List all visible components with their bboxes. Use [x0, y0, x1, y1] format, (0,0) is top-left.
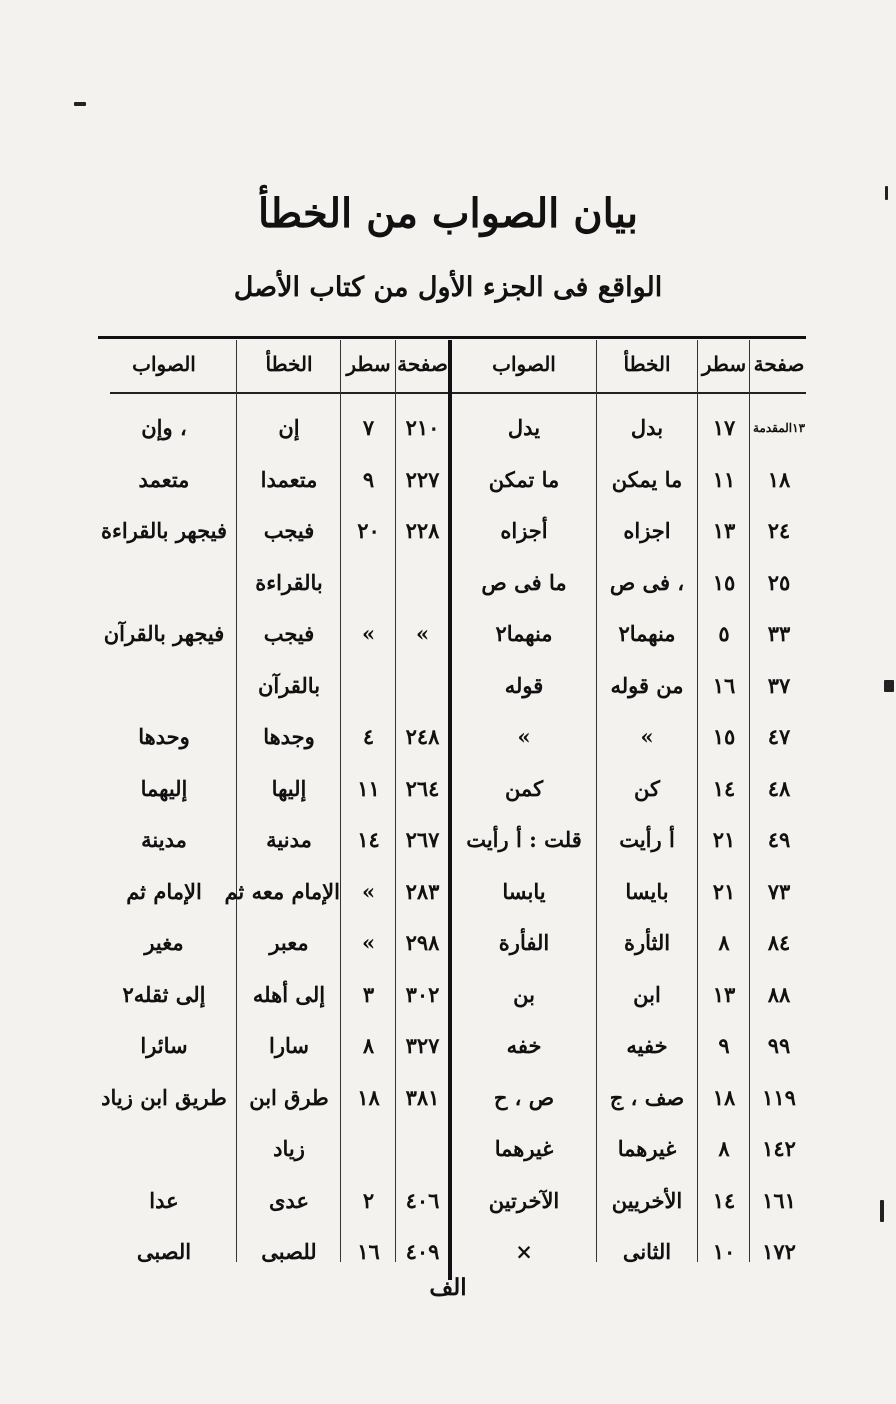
cell-line: ١١	[357, 776, 380, 801]
cell-page: ٤٠٦	[405, 1188, 440, 1213]
cell-correction: مغير	[144, 930, 184, 955]
cell-error: خفيه	[626, 1033, 668, 1058]
cell-error: وجدها	[263, 724, 315, 749]
column-divider	[395, 340, 396, 1262]
cell-correction: ما فى ص	[481, 570, 567, 595]
header-page: صفحة	[397, 352, 448, 376]
cell-line: ١٠	[712, 1239, 736, 1264]
header-line: سطر	[346, 352, 391, 376]
cell-correction: الصبى	[136, 1239, 192, 1264]
cell-correction: وحدها	[138, 724, 190, 749]
cell-correction: أجزاه	[500, 518, 548, 543]
cell-line: ١٤	[357, 827, 380, 852]
cell-page: ٣٣	[767, 621, 791, 646]
cell-line: ١٤	[712, 1188, 736, 1213]
cell-line: ١٥	[712, 724, 736, 749]
column-divider	[697, 340, 698, 1262]
cell-line: ٥	[718, 621, 730, 646]
cell-page: ٤٨	[767, 776, 791, 801]
cell-error: متعمدا	[260, 467, 318, 492]
cell-line: ١٦	[712, 673, 736, 698]
cell-page: ٣٨١	[405, 1085, 440, 1110]
cell-page: ٢٢٧	[405, 467, 440, 492]
column-divider	[596, 340, 597, 1262]
cell-page: ١٣المقدمة	[752, 421, 806, 435]
cell-page: ٢٨٣	[405, 879, 440, 904]
page-subtitle: الواقع فى الجزء الأول من كتاب الأصل	[233, 272, 663, 303]
cell-page	[397, 660, 448, 712]
cell-correction: يابسا	[502, 879, 546, 904]
cell-page: ٨٤	[767, 930, 791, 955]
cell-error: غيرهما	[617, 1136, 677, 1161]
cell-page: ٢٤	[767, 518, 791, 543]
cell-correction: يدل	[507, 415, 541, 440]
cell-page: ٢٤٨	[405, 724, 440, 749]
cell-page: ٤٧	[767, 724, 791, 749]
cell-page: ٢٦٧	[405, 827, 440, 852]
cell-correction: طريق ابن زياد	[101, 1085, 227, 1110]
table-top-rule	[98, 336, 806, 339]
cell-correction: بن	[513, 982, 535, 1007]
column-divider	[749, 340, 750, 1262]
cell-correction	[92, 557, 236, 609]
cell-line: ٩	[362, 467, 375, 492]
cell-error: الإمام معه ثم	[224, 879, 340, 904]
print-speck	[885, 186, 888, 200]
cell-page: ٢١٠	[405, 415, 440, 440]
cell-correction: فيجهر بالقراءة	[100, 518, 228, 543]
cell-correction	[92, 660, 236, 712]
cell-correction: قلت : أ رأيت	[466, 827, 582, 852]
cell-error: بالقرآن	[257, 673, 321, 698]
cell-line: ٨	[362, 1033, 375, 1058]
cell-page: ٢٥	[767, 570, 791, 595]
cell-correction: منهما٢	[495, 621, 553, 646]
cell-page: ١٨	[767, 467, 791, 492]
cell-error: عدى	[269, 1188, 309, 1213]
cell-error: بالقراءة	[255, 570, 323, 595]
cell-error: إليها	[271, 776, 307, 801]
cell-error: اجزاه	[623, 518, 671, 543]
cell-line	[342, 557, 395, 609]
cell-error: الأخريين	[611, 1188, 683, 1213]
cell-page: ٤٩	[767, 827, 791, 852]
cell-correction: ، وإن	[141, 415, 187, 440]
cell-error: مدنية	[266, 827, 312, 852]
cell-line	[342, 660, 395, 712]
cell-error: زياد	[273, 1136, 305, 1161]
cell-line: »	[361, 621, 376, 646]
print-speck	[74, 102, 86, 106]
cell-error: كن	[634, 776, 660, 801]
cell-correction: قوله	[504, 673, 544, 698]
cell-correction: ما تمكن	[488, 467, 560, 492]
cell-line: ١٣	[712, 982, 736, 1007]
cell-line: ٢٠	[357, 518, 380, 543]
cell-error: الثانى	[622, 1239, 672, 1264]
cell-line: ٤	[362, 724, 375, 749]
cell-error: »	[640, 724, 654, 749]
cell-correction: متعمد	[138, 467, 190, 492]
cell-error: معبر	[269, 930, 309, 955]
cell-error: ابن	[633, 982, 661, 1007]
cell-error: الثأرة	[623, 930, 671, 955]
cell-correction: ×	[515, 1239, 533, 1264]
cell-correction	[92, 1123, 236, 1175]
table-header-rule	[110, 392, 806, 394]
page-title: بيان الصواب من الخطأ	[258, 190, 638, 237]
cell-error: منهما٢	[618, 621, 676, 646]
cell-correction: فيجهر بالقرآن	[103, 621, 225, 646]
header-error: الخطأ	[265, 352, 313, 376]
cell-line: ٢١	[712, 879, 736, 904]
cell-page: ١١٩	[762, 1085, 796, 1110]
cell-error: إن	[278, 415, 300, 440]
cell-error: طرق ابن	[249, 1085, 329, 1110]
cell-line: ١٧	[712, 415, 736, 440]
cell-correction: مدينة	[141, 827, 187, 852]
cell-line: ١٥	[712, 570, 736, 595]
cell-correction: عدا	[149, 1188, 179, 1213]
cell-error: للصبى	[261, 1239, 317, 1264]
cell-page: ٢٦٤	[405, 776, 440, 801]
cell-line: ١٨	[357, 1085, 380, 1110]
cell-page: ٢٢٨	[405, 518, 440, 543]
cell-line: ١٤	[712, 776, 736, 801]
cell-page: ٩٩	[767, 1033, 791, 1058]
cell-correction: »	[517, 724, 531, 749]
header-page: صفحة	[753, 352, 805, 376]
cell-page: ٣٢٧	[405, 1033, 440, 1058]
cell-page	[397, 557, 448, 609]
cell-line: ٢	[362, 1188, 375, 1213]
header-correction: الصواب	[132, 352, 196, 376]
cell-line: ٩	[718, 1033, 730, 1058]
cell-line	[342, 1123, 395, 1175]
cell-error: ، فى ص	[609, 570, 685, 595]
cell-correction: كمن	[504, 776, 544, 801]
cell-line: ٣	[362, 982, 375, 1007]
page-number: الف	[429, 1274, 467, 1301]
cell-correction: سائرا	[140, 1033, 188, 1058]
cell-correction: ص ، ح	[493, 1085, 555, 1110]
cell-page: ٣٠٢	[405, 982, 440, 1007]
cell-page	[397, 1123, 448, 1175]
print-speck	[884, 680, 894, 692]
cell-error: بدل	[630, 415, 664, 440]
cell-error: فيجب	[263, 621, 315, 646]
cell-page: ١٤٢	[762, 1136, 796, 1161]
cell-line: »	[361, 930, 376, 955]
cell-page: ٧٣	[767, 879, 791, 904]
cell-page: ٢٩٨	[405, 930, 440, 955]
cell-line: ٨	[718, 930, 730, 955]
cell-correction: الآخرتين	[488, 1188, 560, 1213]
cell-line: ٨	[718, 1136, 730, 1161]
header-line: سطر	[701, 352, 747, 376]
cell-correction: إليهما	[140, 776, 188, 801]
cell-line: »	[361, 879, 376, 904]
print-speck	[880, 1200, 884, 1222]
cell-page: ٤٠٩	[405, 1239, 440, 1264]
cell-correction: غيرهما	[494, 1136, 554, 1161]
cell-error: بايسا	[625, 879, 669, 904]
cell-page: ١٦١	[762, 1188, 796, 1213]
cell-page: ٨٨	[767, 982, 791, 1007]
cell-error: فيجب	[263, 518, 315, 543]
cell-error: سارا	[269, 1033, 309, 1058]
cell-line: ١٦	[357, 1239, 380, 1264]
cell-line: ٢١	[712, 827, 736, 852]
cell-correction: الإمام ثم	[126, 879, 202, 904]
cell-line: ٧	[362, 415, 375, 440]
column-divider	[236, 340, 237, 1262]
cell-correction: الفأرة	[498, 930, 550, 955]
cell-page: »	[415, 621, 430, 646]
header-error: الخطأ	[623, 352, 671, 376]
cell-line: ١١	[712, 467, 736, 492]
cell-line: ١٣	[712, 518, 736, 543]
cell-error: صف ، ج	[609, 1085, 685, 1110]
cell-page: ٣٧	[767, 673, 791, 698]
column-divider	[340, 340, 341, 1262]
cell-error: من قوله	[610, 673, 684, 698]
cell-error: ما يمكن	[611, 467, 683, 492]
cell-error: أ رأيت	[619, 827, 675, 852]
header-correction: الصواب	[492, 352, 556, 376]
cell-line: ١٨	[712, 1085, 736, 1110]
cell-correction: خفه	[506, 1033, 542, 1058]
cell-error: إلى أهله	[252, 982, 326, 1007]
cell-correction: إلى ثقله٢	[122, 982, 206, 1007]
cell-page: ١٧٢	[762, 1239, 796, 1264]
